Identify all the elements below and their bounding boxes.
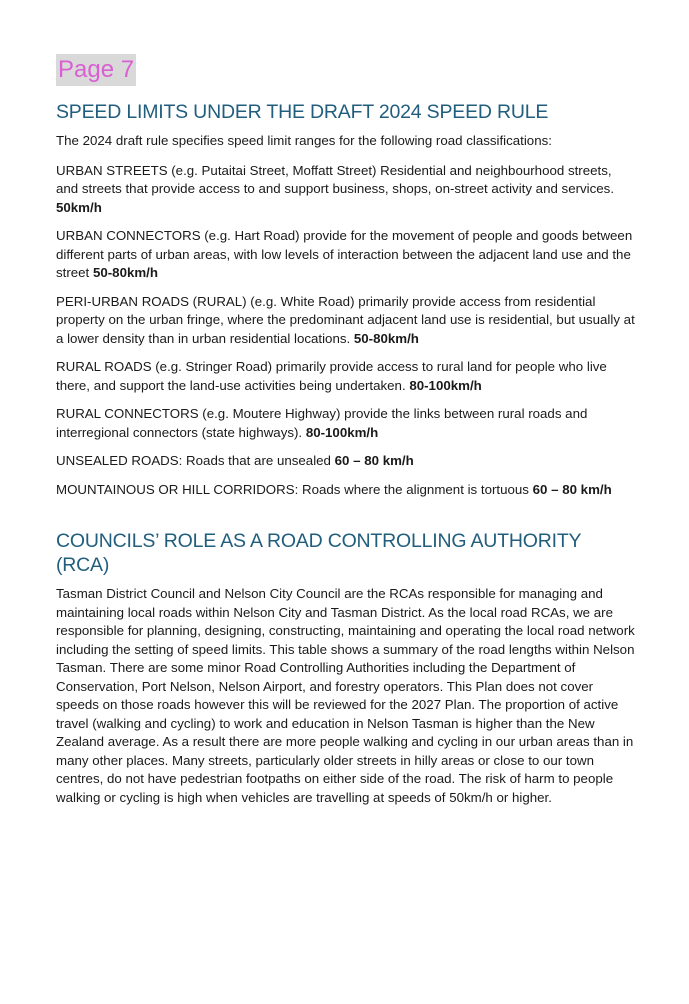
classification-limit: 60 – 80 km/h bbox=[532, 481, 612, 497]
classification-text: RURAL CONNECTORS (e.g. Moutere Highway) provide the links between rural roads and interregional connectors (state highways). bbox=[56, 406, 588, 440]
classification-text: URBAN CONNECTORS (e.g. Hart Road) provide for the movement of people and goods between different parts of urban areas, with low levels of interaction between the adjacent land use and the street bbox=[56, 228, 633, 280]
classification-text: RURAL ROADS (e.g. Stringer Road) primarily provide access to rural land for people who live there, and support the land-use activities being undertaken. bbox=[56, 359, 607, 393]
classification-text: MOUNTAINOUS OR HILL CORRIDORS: Roads where the alignment is tortuous bbox=[56, 481, 533, 497]
classification-rural-connectors bbox=[56, 405, 636, 442]
classification-limit: 80-100km/h bbox=[305, 424, 379, 440]
classification-urban-streets bbox=[56, 162, 636, 218]
section-heading-rca-role: COUNCILS’ ROLE AS A ROAD CONTROLLING AUTHORITY (RCA) bbox=[56, 530, 582, 576]
classification-urban-connectors bbox=[56, 227, 636, 283]
section-heading-speed-limits: SPEED LIMITS UNDER THE DRAFT 2024 SPEED RULE bbox=[56, 101, 549, 123]
classification-unsealed-roads bbox=[56, 452, 636, 471]
classification-peri-urban-roads bbox=[56, 293, 636, 349]
classification-limit: 50km/h bbox=[56, 199, 102, 215]
classification-limit: 50-80km/h bbox=[92, 265, 158, 280]
rca-body-paragraph: Tasman District Council and Nelson City Council are the RCAs responsible for managing and maintaining local roads within Nelson City and Tasman District. As the local road RCAs, we are responsible for planning, designing, constructing, maintaining and operating the local road network including the setting of speed limits. This table shows a summary of the road lengths within Nelson Tasman. There are some minor Road Controlling Authorities including the Department of Conservation, Port Nelson, Nelson Airport, and forestry operators. This Plan does not cover speeds on those roads however this will be reviewed for the 2027 Plan. The proportion of active travel (walking and cycling) to work and education in Nelson Tasman is higher than the New Zealand average. As a result there are more people walking and cycling in our urban areas than in many other places. Many streets, particularly older streets in hilly areas or close to our town centres, do not have pedestrian footpaths on either side of the road. The risk of harm to people walking or cycling is high when vehicles are travelling at speeds of 50km/h or higher. bbox=[56, 586, 635, 805]
classification-text: URBAN STREETS (e.g. Putaitai Street, Moffatt Street) Residential and neighbourhood streets, and streets that provide access to and support business, shops, on-street activity and services. bbox=[56, 162, 615, 196]
section-intro: The 2024 draft rule specifies speed limit ranges for the following road classifications: bbox=[56, 133, 552, 148]
classification-limit: 50-80km/h bbox=[353, 330, 419, 346]
classification-text: UNSEALED ROADS: Roads that are unsealed bbox=[56, 453, 335, 468]
classification-limit: 80-100km/h bbox=[409, 377, 482, 393]
classification-limit: 60 – 80 km/h bbox=[334, 453, 414, 468]
classification-mountainous-corridors bbox=[56, 481, 636, 500]
document-page bbox=[56, 54, 636, 817]
classification-text: PERI-URBAN ROADS (RURAL) (e.g. White Road) primarily provide access from residential property on the urban fringe, where the predominant adjacent land use is residential, but usually at a lower density than in urban residential locations. bbox=[56, 293, 635, 346]
page-label: Page 7 bbox=[56, 54, 136, 86]
classification-rural-roads bbox=[56, 358, 636, 395]
